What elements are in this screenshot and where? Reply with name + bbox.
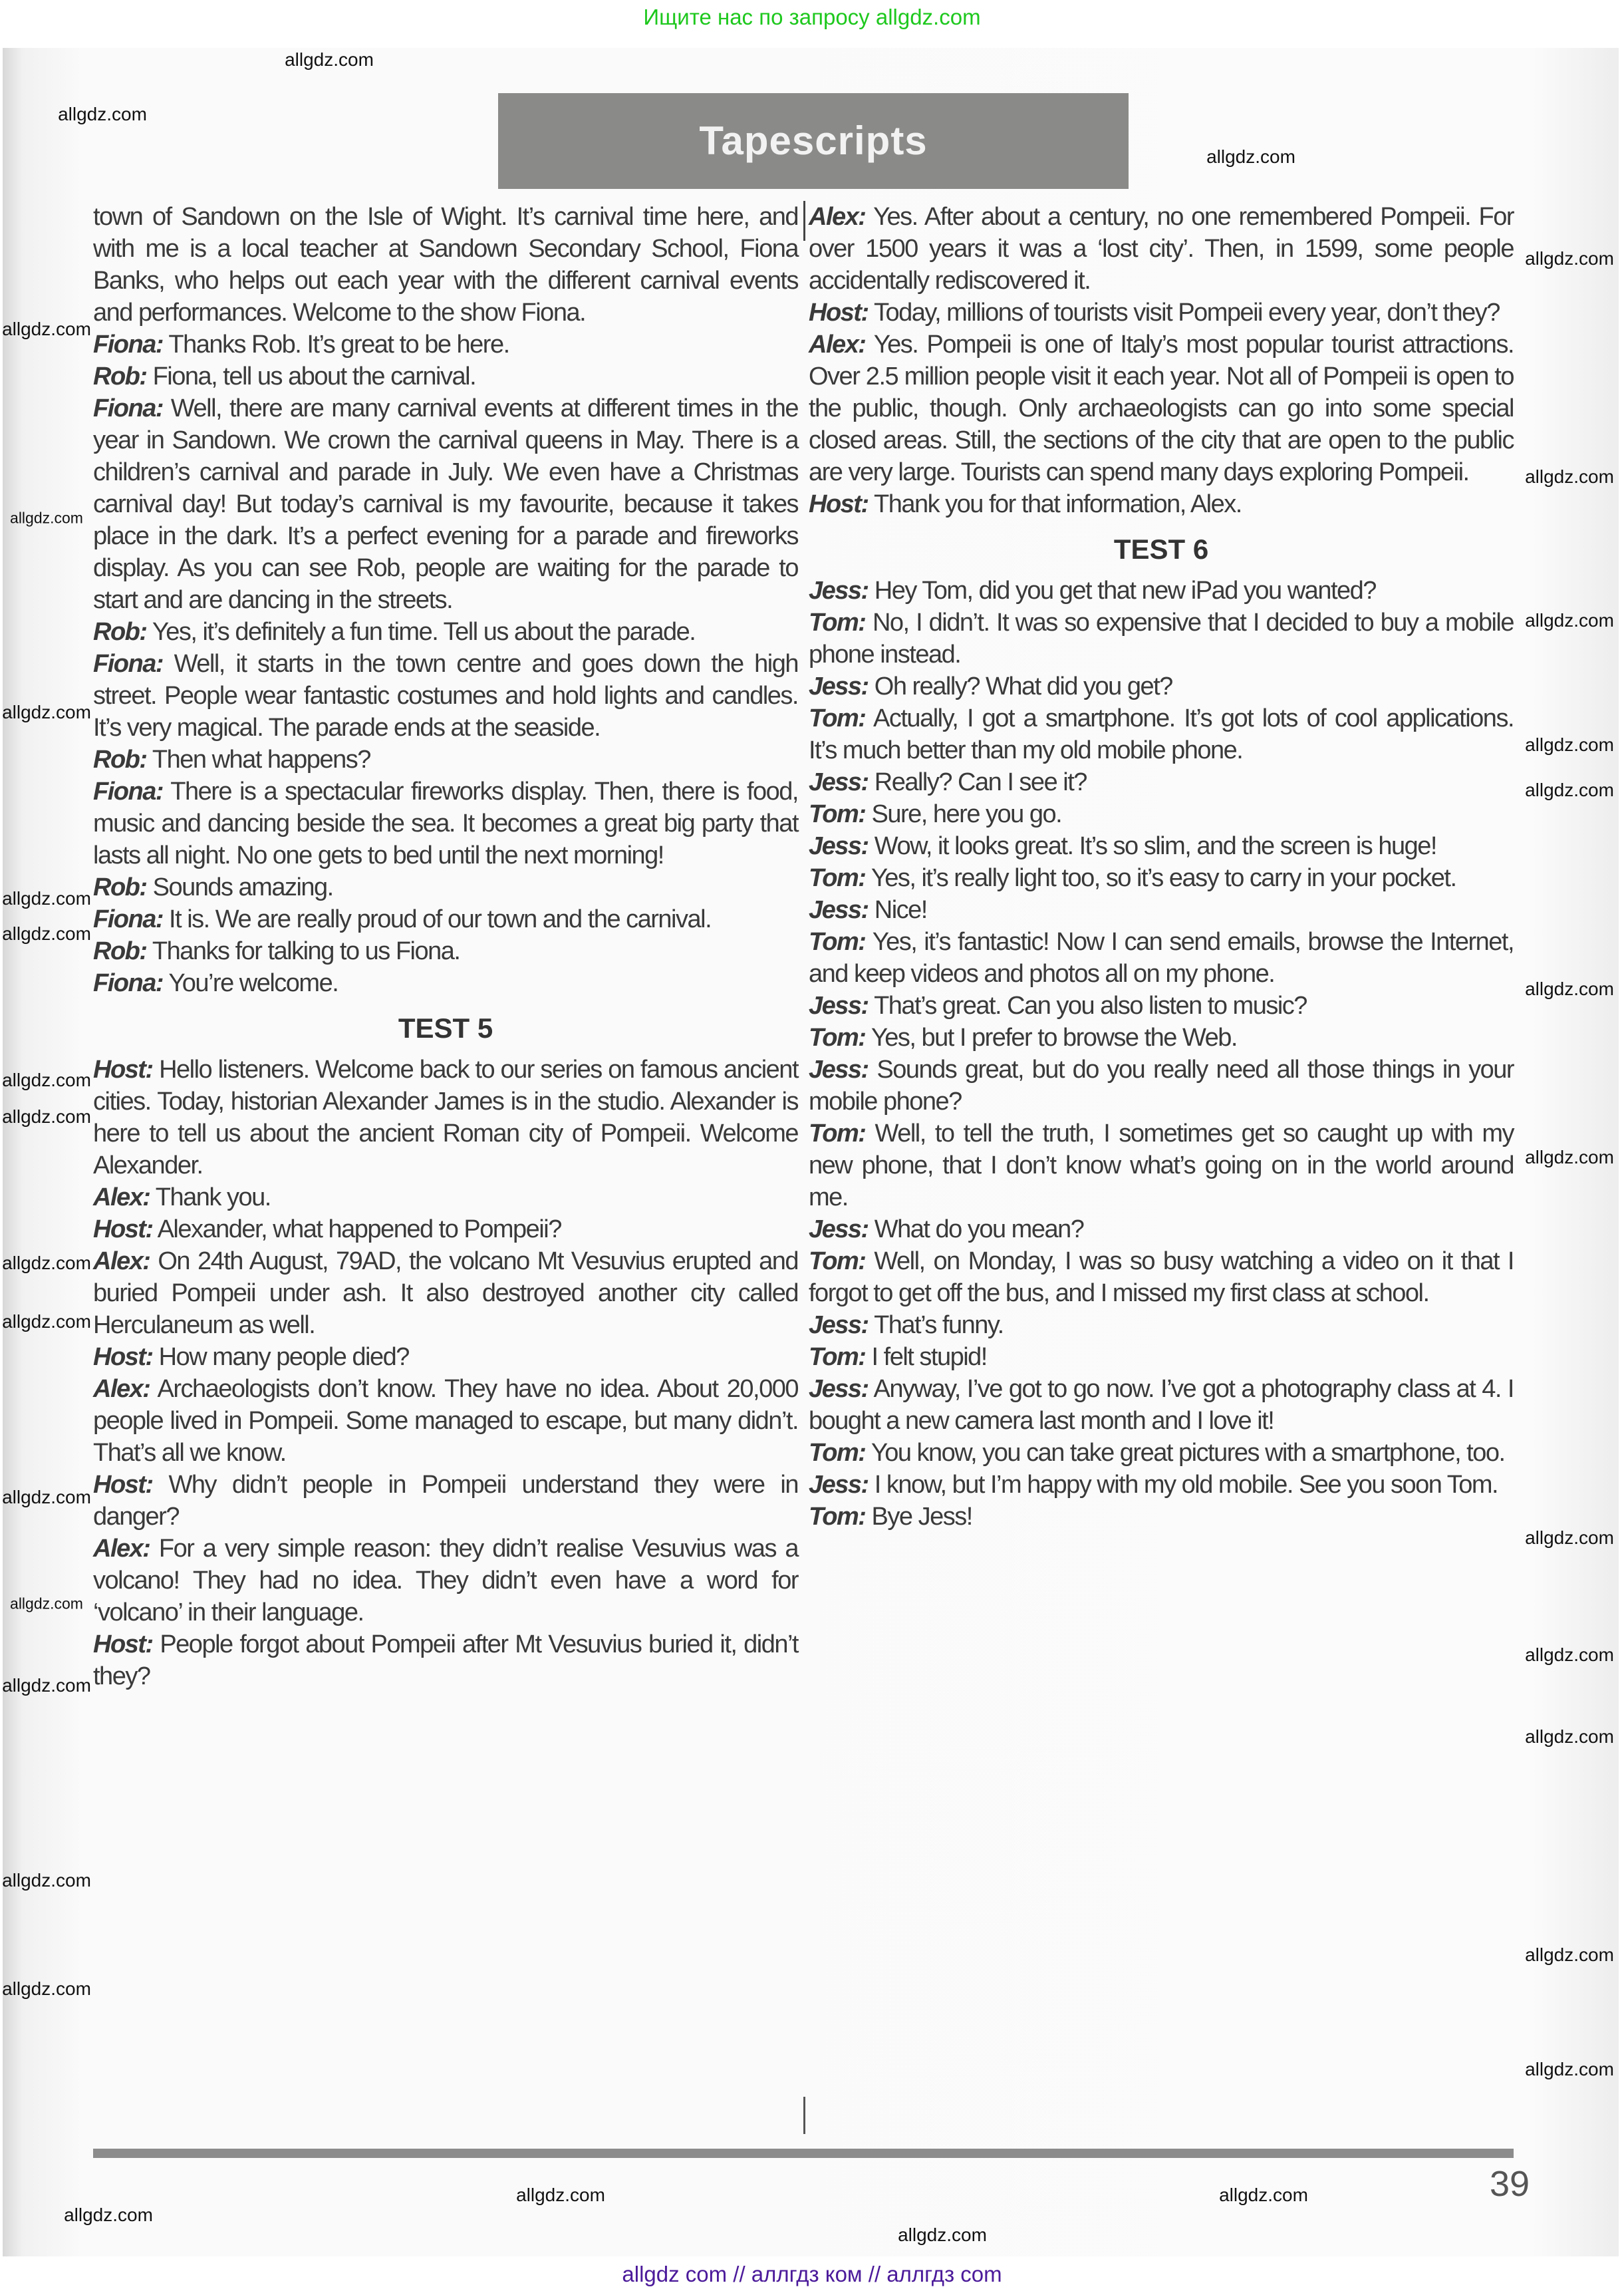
column-divider bbox=[803, 2097, 805, 2134]
dialogue-text: Anyway, I’ve got to go now. I’ve got a photography class at 4. I bought a new camera last month and I love it! bbox=[809, 1375, 1514, 1435]
dialogue-line bbox=[93, 1469, 798, 1533]
watermark: allgdz.com bbox=[2, 1253, 91, 1273]
section-heading: TEST 5 bbox=[398, 1012, 493, 1044]
dialogue-line bbox=[809, 488, 1514, 520]
dialogue-line bbox=[809, 1118, 1514, 1213]
dialogue-line bbox=[93, 744, 798, 776]
dialogue-text: For a very simple reason: they didn’t realise Vesuvius was a volcano! They had no idea. They didn’t even have a word for ‘volcano’ in their language. bbox=[93, 1535, 799, 1626]
page-title: Tapescripts bbox=[498, 93, 1129, 189]
dialogue-line bbox=[809, 990, 1514, 1022]
dialogue-text: Thanks for talking to us Fiona. bbox=[152, 937, 460, 965]
dialogue-line bbox=[93, 1054, 798, 1181]
speaker-name: Host: bbox=[809, 299, 869, 327]
speaker-name: Tom: bbox=[809, 1247, 866, 1275]
footer-rule bbox=[93, 2149, 1514, 2158]
watermark: allgdz.com bbox=[2, 702, 91, 722]
speaker-name: Fiona: bbox=[93, 905, 163, 933]
dialogue-line bbox=[809, 766, 1514, 798]
book-page bbox=[3, 48, 1619, 2256]
speaker-name: Rob: bbox=[93, 363, 147, 390]
dialogue-text: That’s funny. bbox=[874, 1311, 1004, 1339]
speaker-name: Alex: bbox=[809, 203, 866, 231]
dialogue-line bbox=[93, 967, 798, 999]
dialogue-text: Thank you for that information, Alex. bbox=[873, 490, 1242, 518]
watermark: allgdz.com bbox=[1525, 1726, 1614, 1747]
speaker-name: Fiona: bbox=[93, 331, 163, 359]
speaker-name: Fiona: bbox=[93, 778, 163, 806]
dialogue-text: You’re welcome. bbox=[168, 969, 338, 997]
dialogue-line bbox=[93, 776, 798, 871]
dialogue-line bbox=[809, 201, 1514, 297]
dialogue-text: Sounds amazing. bbox=[152, 873, 333, 901]
dialogue-line bbox=[93, 1373, 798, 1469]
dialogue-text: Well, there are many carnival events at different times in the year in Sandown. We crown the carnival queens in May. There is a children’s carnival and parade in July. We even have a Christmas carnival day! But today’s carnival is my favourite, because it takes place in the dark. It’s a perfect evening for a parade and fireworks display. As you can see Rob, people are waiting for the parade to start and are dancing in the streets. bbox=[93, 394, 798, 614]
dialogue-line bbox=[93, 903, 798, 935]
dialogue-text: Bye Jess! bbox=[871, 1503, 972, 1531]
dialogue-line bbox=[809, 1501, 1514, 1533]
speaker-name: Jess: bbox=[809, 768, 869, 796]
watermark: allgdz.com bbox=[1525, 734, 1614, 755]
speaker-name: Tom: bbox=[809, 1439, 866, 1467]
watermark: allgdz.com bbox=[1219, 2185, 1308, 2205]
speaker-name: Rob: bbox=[93, 746, 147, 774]
watermark: allgdz.com bbox=[1525, 1147, 1614, 1167]
dialogue-text: Well, it starts in the town centre and goes down the high street. People wear fantastic costumes and hold lights and candles. It’s very magical. The parade ends at the seaside. bbox=[93, 650, 799, 742]
watermark: allgdz.com bbox=[1206, 146, 1295, 167]
watermark: allgdz.com bbox=[2, 1106, 91, 1127]
dialogue-line bbox=[809, 1469, 1514, 1501]
dialogue-text: People forgot about Pompeii after Mt Vesuvius buried it, didn’t they? bbox=[93, 1630, 798, 1690]
speaker-name: Tom: bbox=[809, 704, 866, 732]
dialogue-text: Sounds great, but do you really need all those things in your mobile phone? bbox=[809, 1056, 1514, 1116]
dialogue-text: Yes, but I prefer to browse the Web. bbox=[871, 1024, 1237, 1052]
speaker-name: Jess: bbox=[809, 1471, 869, 1499]
dialogue-text: Sure, here you go. bbox=[871, 800, 1062, 828]
speaker-name: Tom: bbox=[809, 800, 866, 828]
watermark: allgdz.com bbox=[10, 1595, 83, 1612]
speaker-name: Host: bbox=[93, 1056, 153, 1084]
speaker-name: Rob: bbox=[93, 873, 147, 901]
speaker-name: Jess: bbox=[809, 1311, 869, 1339]
speaker-name: Jess: bbox=[809, 1215, 869, 1243]
dialogue-text: Actually, I got a smartphone. It’s got lots of cool applications. It’s much better than my old mobile phone. bbox=[809, 704, 1514, 764]
speaker-name: Host: bbox=[93, 1630, 153, 1658]
dialogue-line bbox=[809, 1309, 1514, 1341]
watermark: allgdz.com bbox=[58, 104, 147, 124]
watermark: allgdz.com bbox=[1525, 610, 1614, 631]
dialogue-line bbox=[809, 671, 1514, 702]
dialogue-text: I felt stupid! bbox=[871, 1343, 987, 1371]
watermark: allgdz.com bbox=[2, 1978, 91, 1999]
speaker-name: Tom: bbox=[809, 1503, 866, 1531]
dialogue-text: Yes, it’s really light too, so it’s easy to carry in your pocket. bbox=[871, 864, 1456, 892]
dialogue-line bbox=[809, 702, 1514, 766]
dialogue-text: Why didn’t people in Pompeii understand they were in danger? bbox=[93, 1471, 798, 1531]
dialogue-line bbox=[809, 1437, 1514, 1469]
watermark: allgdz.com bbox=[898, 2224, 987, 2245]
watermark: allgdz.com bbox=[2, 1487, 91, 1507]
watermark: allgdz.com bbox=[2, 1870, 91, 1891]
speaker-name: Alex: bbox=[93, 1535, 150, 1563]
speaker-name: Jess: bbox=[809, 992, 869, 1020]
watermark: allgdz.com bbox=[1525, 1644, 1614, 1665]
dialogue-text: Well, to tell the truth, I sometimes get so caught up with my new phone, that I don’t know what’s going on in the world around me. bbox=[809, 1120, 1514, 1211]
dialogue-text: Archaeologists don’t know. They have no idea. About 20,000 people lived in Pompeii. Some managed to escape, but many didn’t. That’s all we know. bbox=[93, 1375, 798, 1467]
dialogue-line bbox=[809, 926, 1514, 990]
speaker-name: Alex: bbox=[93, 1247, 150, 1275]
dialogue-line bbox=[809, 1022, 1514, 1054]
column-divider bbox=[803, 201, 805, 241]
dialogue-line bbox=[93, 361, 798, 392]
dialogue-line bbox=[809, 575, 1514, 607]
speaker-name: Tom: bbox=[809, 1343, 866, 1371]
watermark: allgdz.com bbox=[1525, 1944, 1614, 1965]
speaker-name: Tom: bbox=[809, 1024, 866, 1052]
speaker-name: Host: bbox=[93, 1343, 153, 1371]
speaker-name: Alex: bbox=[93, 1183, 150, 1211]
watermark: allgdz.com bbox=[1525, 979, 1614, 999]
dialogue-text: Yes, it’s definitely a fun time. Tell us about the parade. bbox=[152, 618, 696, 646]
speaker-name: Alex: bbox=[93, 1375, 150, 1403]
speaker-name: Jess: bbox=[809, 832, 869, 860]
dialogue-text: Today, millions of tourists visit Pompeii every year, don’t they? bbox=[873, 299, 1500, 327]
dialogue-line bbox=[93, 201, 798, 329]
speaker-name: Jess: bbox=[809, 1375, 869, 1403]
dialogue-text: Thank you. bbox=[155, 1183, 271, 1211]
top-banner: Ищите нас по запросу allgdz.com bbox=[643, 5, 981, 29]
dialogue-line bbox=[809, 1373, 1514, 1437]
speaker-name: Jess: bbox=[809, 896, 869, 924]
dialogue-text: Well, on Monday, I was so busy watching a video on it that I forgot to get off the bus, and I missed my first class at school. bbox=[809, 1247, 1514, 1307]
dialogue-text: Then what happens? bbox=[152, 746, 370, 774]
speaker-name: Host: bbox=[93, 1471, 153, 1499]
dialogue-text: Alexander, what happened to Pompeii? bbox=[157, 1215, 561, 1243]
dialogue-line bbox=[93, 1245, 798, 1341]
watermark: allgdz.com bbox=[516, 2185, 605, 2205]
dialogue-line bbox=[809, 830, 1514, 862]
dialogue-text: Yes, it’s fantastic! Now I can send emails, browse the Internet, and keep videos and photos all on my phone. bbox=[809, 928, 1514, 988]
dialogue-line bbox=[809, 1054, 1514, 1118]
dialogue-text: It is. We are really proud of our town and the carnival. bbox=[169, 905, 712, 933]
speaker-name: Rob: bbox=[93, 618, 147, 646]
speaker-name: Fiona: bbox=[93, 394, 163, 422]
dialogue-text: Yes. After about a century, no one remembered Pompeii. For over 1500 years it was a ‘lost city’. Then, in 1599, some people accidentally rediscovered it. bbox=[809, 203, 1514, 295]
dialogue-line bbox=[93, 1181, 798, 1213]
dialogue-text: Wow, it looks great. It’s so slim, and the screen is huge! bbox=[874, 832, 1436, 860]
dialogue-line bbox=[809, 607, 1514, 671]
watermark: allgdz.com bbox=[2, 1675, 91, 1696]
speaker-name: Fiona: bbox=[93, 969, 163, 997]
speaker-name: Jess: bbox=[809, 577, 869, 605]
dialogue-text: Yes. Pompeii is one of Italy’s most popular tourist attractions. Over 2.5 million people visit it each year. Not all of Pompeii is open to the public, though. Only archaeologists can go into some special closed areas. Still, the sections of the city that are open to the public are very large. Tourists can spend many days exploring Pompeii. bbox=[809, 331, 1514, 486]
speaker-name: Jess: bbox=[809, 1056, 869, 1084]
dialogue-text: What do you mean? bbox=[874, 1215, 1084, 1243]
speaker-name: Tom: bbox=[809, 609, 866, 637]
dialogue-line bbox=[93, 329, 798, 361]
dialogue-line bbox=[809, 894, 1514, 926]
speaker-name: Tom: bbox=[809, 1120, 866, 1148]
dialogue-line bbox=[809, 1245, 1514, 1309]
watermark: allgdz.com bbox=[1525, 1527, 1614, 1548]
speaker-name: Rob: bbox=[93, 937, 147, 965]
dialogue-line bbox=[809, 1341, 1514, 1373]
dialogue-line bbox=[809, 297, 1514, 329]
dialogue-line bbox=[93, 1213, 798, 1245]
dialogue-line bbox=[809, 329, 1514, 488]
watermark: allgdz.com bbox=[2, 888, 91, 909]
watermark: allgdz.com bbox=[1525, 780, 1614, 800]
watermark: allgdz.com bbox=[1525, 466, 1614, 487]
right-column bbox=[809, 201, 1514, 1533]
watermark: allgdz.com bbox=[2, 1311, 91, 1332]
left-column bbox=[93, 201, 798, 1692]
dialogue-text: Fiona, tell us about the carnival. bbox=[152, 363, 476, 390]
watermark: allgdz.com bbox=[2, 923, 91, 944]
bottom-banner: allgdz com // аллгдз ком // аллгдз com bbox=[622, 2262, 1002, 2286]
speaker-name: Host: bbox=[93, 1215, 153, 1243]
dialogue-line bbox=[93, 616, 798, 648]
watermark: allgdz.com bbox=[2, 1070, 91, 1090]
dialogue-line bbox=[93, 1533, 798, 1628]
watermark: allgdz.com bbox=[1525, 248, 1614, 269]
dialogue-text: Thanks Rob. It’s great to be here. bbox=[168, 331, 509, 359]
dialogue-text: Nice! bbox=[874, 896, 927, 924]
dialogue-line bbox=[809, 862, 1514, 894]
watermark: allgdz.com bbox=[64, 2205, 153, 2225]
dialogue-line bbox=[93, 1628, 798, 1692]
dialogue-text: On 24th August, 79AD, the volcano Mt Vesuvius erupted and buried Pompeii under ash. It also destroyed another city called Herculaneum as well. bbox=[93, 1247, 799, 1339]
dialogue-line bbox=[809, 1213, 1514, 1245]
dialogue-line bbox=[93, 648, 798, 744]
watermark: allgdz.com bbox=[10, 509, 83, 527]
dialogue-text: There is a spectacular fireworks display. Then, there is food, music and dancing beside the sea. It becomes a great big party that lasts all night. No one gets to bed until the next morning! bbox=[93, 778, 798, 869]
speaker-name: Jess: bbox=[809, 673, 869, 700]
dialogue-text: No, I didn’t. It was so expensive that I decided to buy a mobile phone instead. bbox=[809, 609, 1514, 669]
dialogue-line bbox=[809, 798, 1514, 830]
dialogue-text: Really? Can I see it? bbox=[874, 768, 1087, 796]
dialogue-text: town of Sandown on the Isle of Wight. It’s carnival time here, and with me is a local teacher at Sandown Secondary School, Fiona Banks, who helps out each year with the different carnival events and performances. Welcome to the show Fiona. bbox=[93, 203, 798, 327]
section-heading: TEST 6 bbox=[1113, 534, 1209, 565]
dialogue-text: You know, you can take great pictures with a smartphone, too. bbox=[871, 1439, 1505, 1467]
dialogue-line bbox=[93, 392, 798, 616]
speaker-name: Host: bbox=[809, 490, 869, 518]
speaker-name: Fiona: bbox=[93, 650, 163, 678]
dialogue-text: Hey Tom, did you get that new iPad you wanted? bbox=[874, 577, 1376, 605]
dialogue-line bbox=[93, 935, 798, 967]
dialogue-text: Hello listeners. Welcome back to our series on famous ancient cities. Today, historian Alexander James is in the studio. Alexander is here to tell us about the ancient Roman city of Pompeii. Welcome Alexander. bbox=[93, 1056, 799, 1179]
dialogue-text: Oh really? What did you get? bbox=[874, 673, 1172, 700]
watermark: allgdz.com bbox=[1525, 2059, 1614, 2079]
speaker-name: Tom: bbox=[809, 864, 866, 892]
speaker-name: Alex: bbox=[809, 331, 866, 359]
dialogue-line bbox=[93, 871, 798, 903]
dialogue-text: How many people died? bbox=[158, 1343, 409, 1371]
watermark: allgdz.com bbox=[2, 319, 91, 339]
dialogue-line bbox=[93, 1341, 798, 1373]
dialogue-text: That’s great. Can you also listen to music? bbox=[874, 992, 1307, 1020]
page-number: 39 bbox=[1490, 2164, 1530, 2204]
watermark: allgdz.com bbox=[285, 49, 374, 70]
speaker-name: Tom: bbox=[809, 928, 866, 956]
dialogue-text: I know, but I’m happy with my old mobile. See you soon Tom. bbox=[874, 1471, 1498, 1499]
